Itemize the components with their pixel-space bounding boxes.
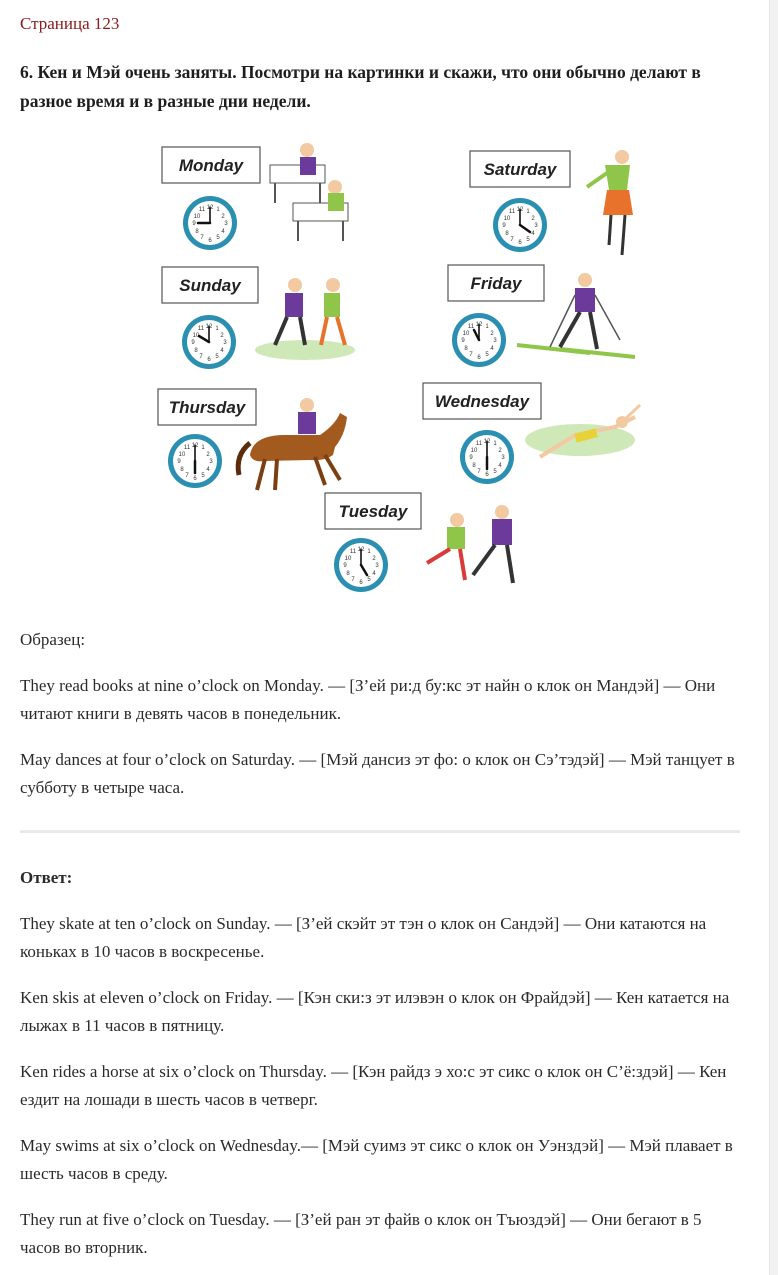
dancer-icon — [587, 150, 633, 255]
day-label-sunday — [162, 267, 258, 303]
day-card-wednesday — [423, 383, 640, 484]
clock-monday — [183, 196, 237, 250]
day-card-saturday — [470, 150, 633, 255]
scrollbar-track[interactable] — [769, 0, 778, 1275]
day-label-friday — [448, 265, 544, 301]
clock-thursday — [168, 434, 222, 488]
day-text-sunday: Sunday — [179, 276, 241, 295]
page-number-link[interactable]: Страница 123 — [20, 14, 120, 33]
desks-icon — [270, 143, 348, 241]
answer-label: Ответ: — [20, 868, 73, 887]
day-card-tuesday — [325, 493, 513, 592]
clock-wednesday — [460, 430, 514, 484]
day-label-thursday — [158, 389, 256, 425]
day-text-tuesday: Tuesday — [338, 502, 408, 521]
day-text-wednesday: Wednesday — [434, 392, 530, 411]
answer-line-4: May swims at six o’clock on Wednesday.— [Мэй суимз эт сикс о клок он Уэнздэй] — Мэй плавает в шесть часов в среду. — [20, 1136, 733, 1183]
day-card-thursday — [158, 389, 347, 490]
example-line-1: They read books at nine o’clock on Monday. — [З’ей ри:д бу:кс эт найн о клок он Мандэй] — Они читают книги в девять часов в понедельник. — [20, 676, 716, 723]
day-label-wednesday — [423, 383, 541, 419]
day-card-sunday — [162, 267, 355, 369]
days-illustration: 12 12 345 678 91011 Monday Saturday Sunday Friday Thursday Wednesday Tuesday — [135, 135, 635, 600]
day-label-monday — [162, 147, 260, 183]
clock-sunday — [182, 315, 236, 369]
day-card-monday — [162, 143, 348, 250]
day-label-saturday — [470, 151, 570, 187]
example-label: Образец: — [20, 630, 86, 649]
answer-line-3: Ken rides a horse at six o’clock on Thursday. — [Кэн райдз э хо:с эт сикс о клок он С’ё:здэй] — Кен ездит на лошади в шесть часов в четверг. — [20, 1062, 727, 1109]
day-text-friday: Friday — [470, 274, 522, 293]
day-label-tuesday — [325, 493, 421, 529]
answer-line-1: They skate at ten o’clock on Sunday. — [З’ей скэйт эт тэн о клок он Сандэй] — Они катаются на коньках в 10 часов в воскресенье. — [20, 914, 707, 961]
answer-line-5: They run at five o’clock on Tuesday. — [З’ей ран эт файв о клок он Тъюздэй] — Они бегают в 5 часов во вторник. — [20, 1210, 702, 1257]
day-text-saturday: Saturday — [483, 160, 557, 179]
day-card-friday — [448, 265, 635, 367]
example-line-2: May dances at four o’clock on Saturday. — [Мэй дансиз эт фо: о клок он Сэ’тэдэй] — Мэй танцует в субботу в четыре часа. — [20, 750, 735, 797]
answer-line-2: Ken skis at eleven o’clock on Friday. — [Кэн ски:з эт илэвэн о клок он Фрайдэй] — Кен катается на лыжах в 11 часов в пятницу. — [20, 988, 730, 1035]
day-text-thursday: Thursday — [168, 398, 246, 417]
clock-friday — [452, 313, 506, 367]
swimmer-icon — [525, 405, 640, 457]
skaters-icon — [255, 278, 355, 360]
clock-saturday — [493, 198, 547, 252]
section-divider — [20, 830, 740, 833]
day-text-monday: Monday — [178, 156, 244, 175]
runners-icon — [427, 505, 513, 583]
task-heading: 6. Кен и Мэй очень заняты. Посмотри на картинки и скажи, что они обычно делают в разное время и в разные дни недели. — [20, 62, 701, 111]
clock-tuesday — [334, 538, 388, 592]
